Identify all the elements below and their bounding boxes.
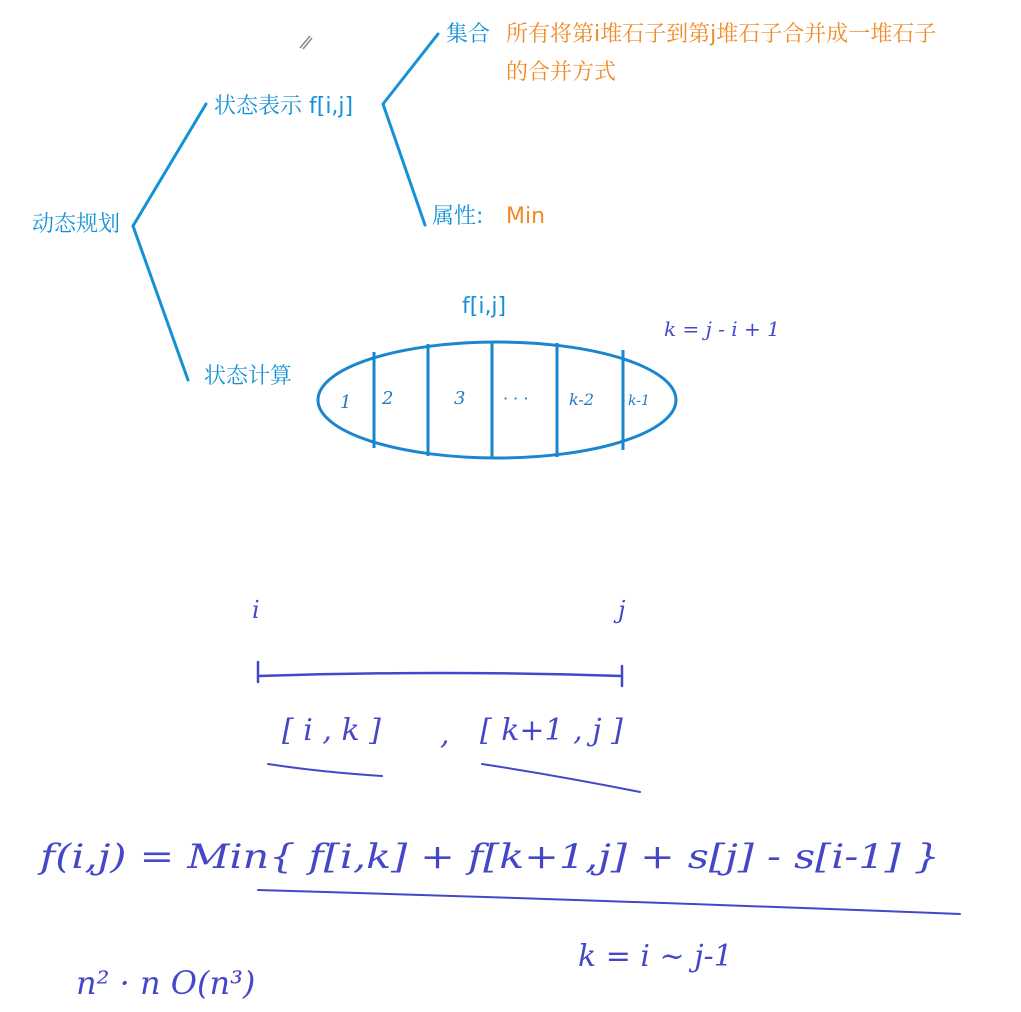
partition-cell-k-2: k-2 bbox=[569, 390, 594, 409]
set-description-line2: 的合并方式 bbox=[506, 60, 617, 85]
state-repr-label: 状态表示 f[i,j] bbox=[214, 94, 354, 119]
partition-ellipse bbox=[318, 342, 676, 458]
interval-right-end: j bbox=[618, 596, 626, 624]
set-label: 集合 bbox=[446, 22, 491, 47]
mind-map-branches bbox=[133, 34, 438, 380]
pencil-icon bbox=[300, 36, 312, 49]
interval-left-end: i bbox=[252, 596, 260, 624]
partition-cell-2: 2 bbox=[382, 388, 394, 409]
branch-root-to-state-calc bbox=[133, 226, 188, 380]
interval-underlines bbox=[268, 764, 640, 792]
side-note-k: k = j - i + 1 bbox=[664, 317, 780, 341]
partition-cell-1: 1 bbox=[340, 392, 352, 413]
formula-underline bbox=[258, 890, 960, 914]
partition-cell-k-1: k-1 bbox=[628, 393, 650, 409]
interval-comma: , bbox=[440, 717, 450, 752]
branch-state-repr-to-attr bbox=[383, 104, 425, 225]
root-label: 动态规划 bbox=[32, 212, 121, 237]
k-range: k = i ~ j-1 bbox=[578, 939, 733, 974]
recurrence-formula: f(i,j) = Min{ f[i,k] + f[k+1,j] + s[j] - s[i-1] } bbox=[36, 837, 940, 877]
set-description-line1: 所有将第i堆石子到第j堆石子合并成一堆石子 bbox=[506, 22, 937, 47]
right-interval: [ k+1 , j ] bbox=[480, 713, 623, 748]
complexity: n² · n O(n³) bbox=[76, 964, 256, 1002]
attr-label: 属性: bbox=[432, 204, 484, 229]
branch-state-repr-to-set bbox=[383, 34, 438, 104]
partition-cell-dots: · · · bbox=[503, 389, 529, 408]
branch-root-to-state-repr bbox=[133, 104, 206, 226]
partition-title: f[i,j] bbox=[462, 294, 507, 319]
attr-value: Min bbox=[506, 204, 546, 229]
partition-cell-3: 3 bbox=[454, 388, 466, 409]
state-calc-label: 状态计算 bbox=[204, 364, 293, 389]
left-interval: [ i , k ] bbox=[282, 713, 381, 748]
interval-bracket bbox=[258, 662, 622, 686]
